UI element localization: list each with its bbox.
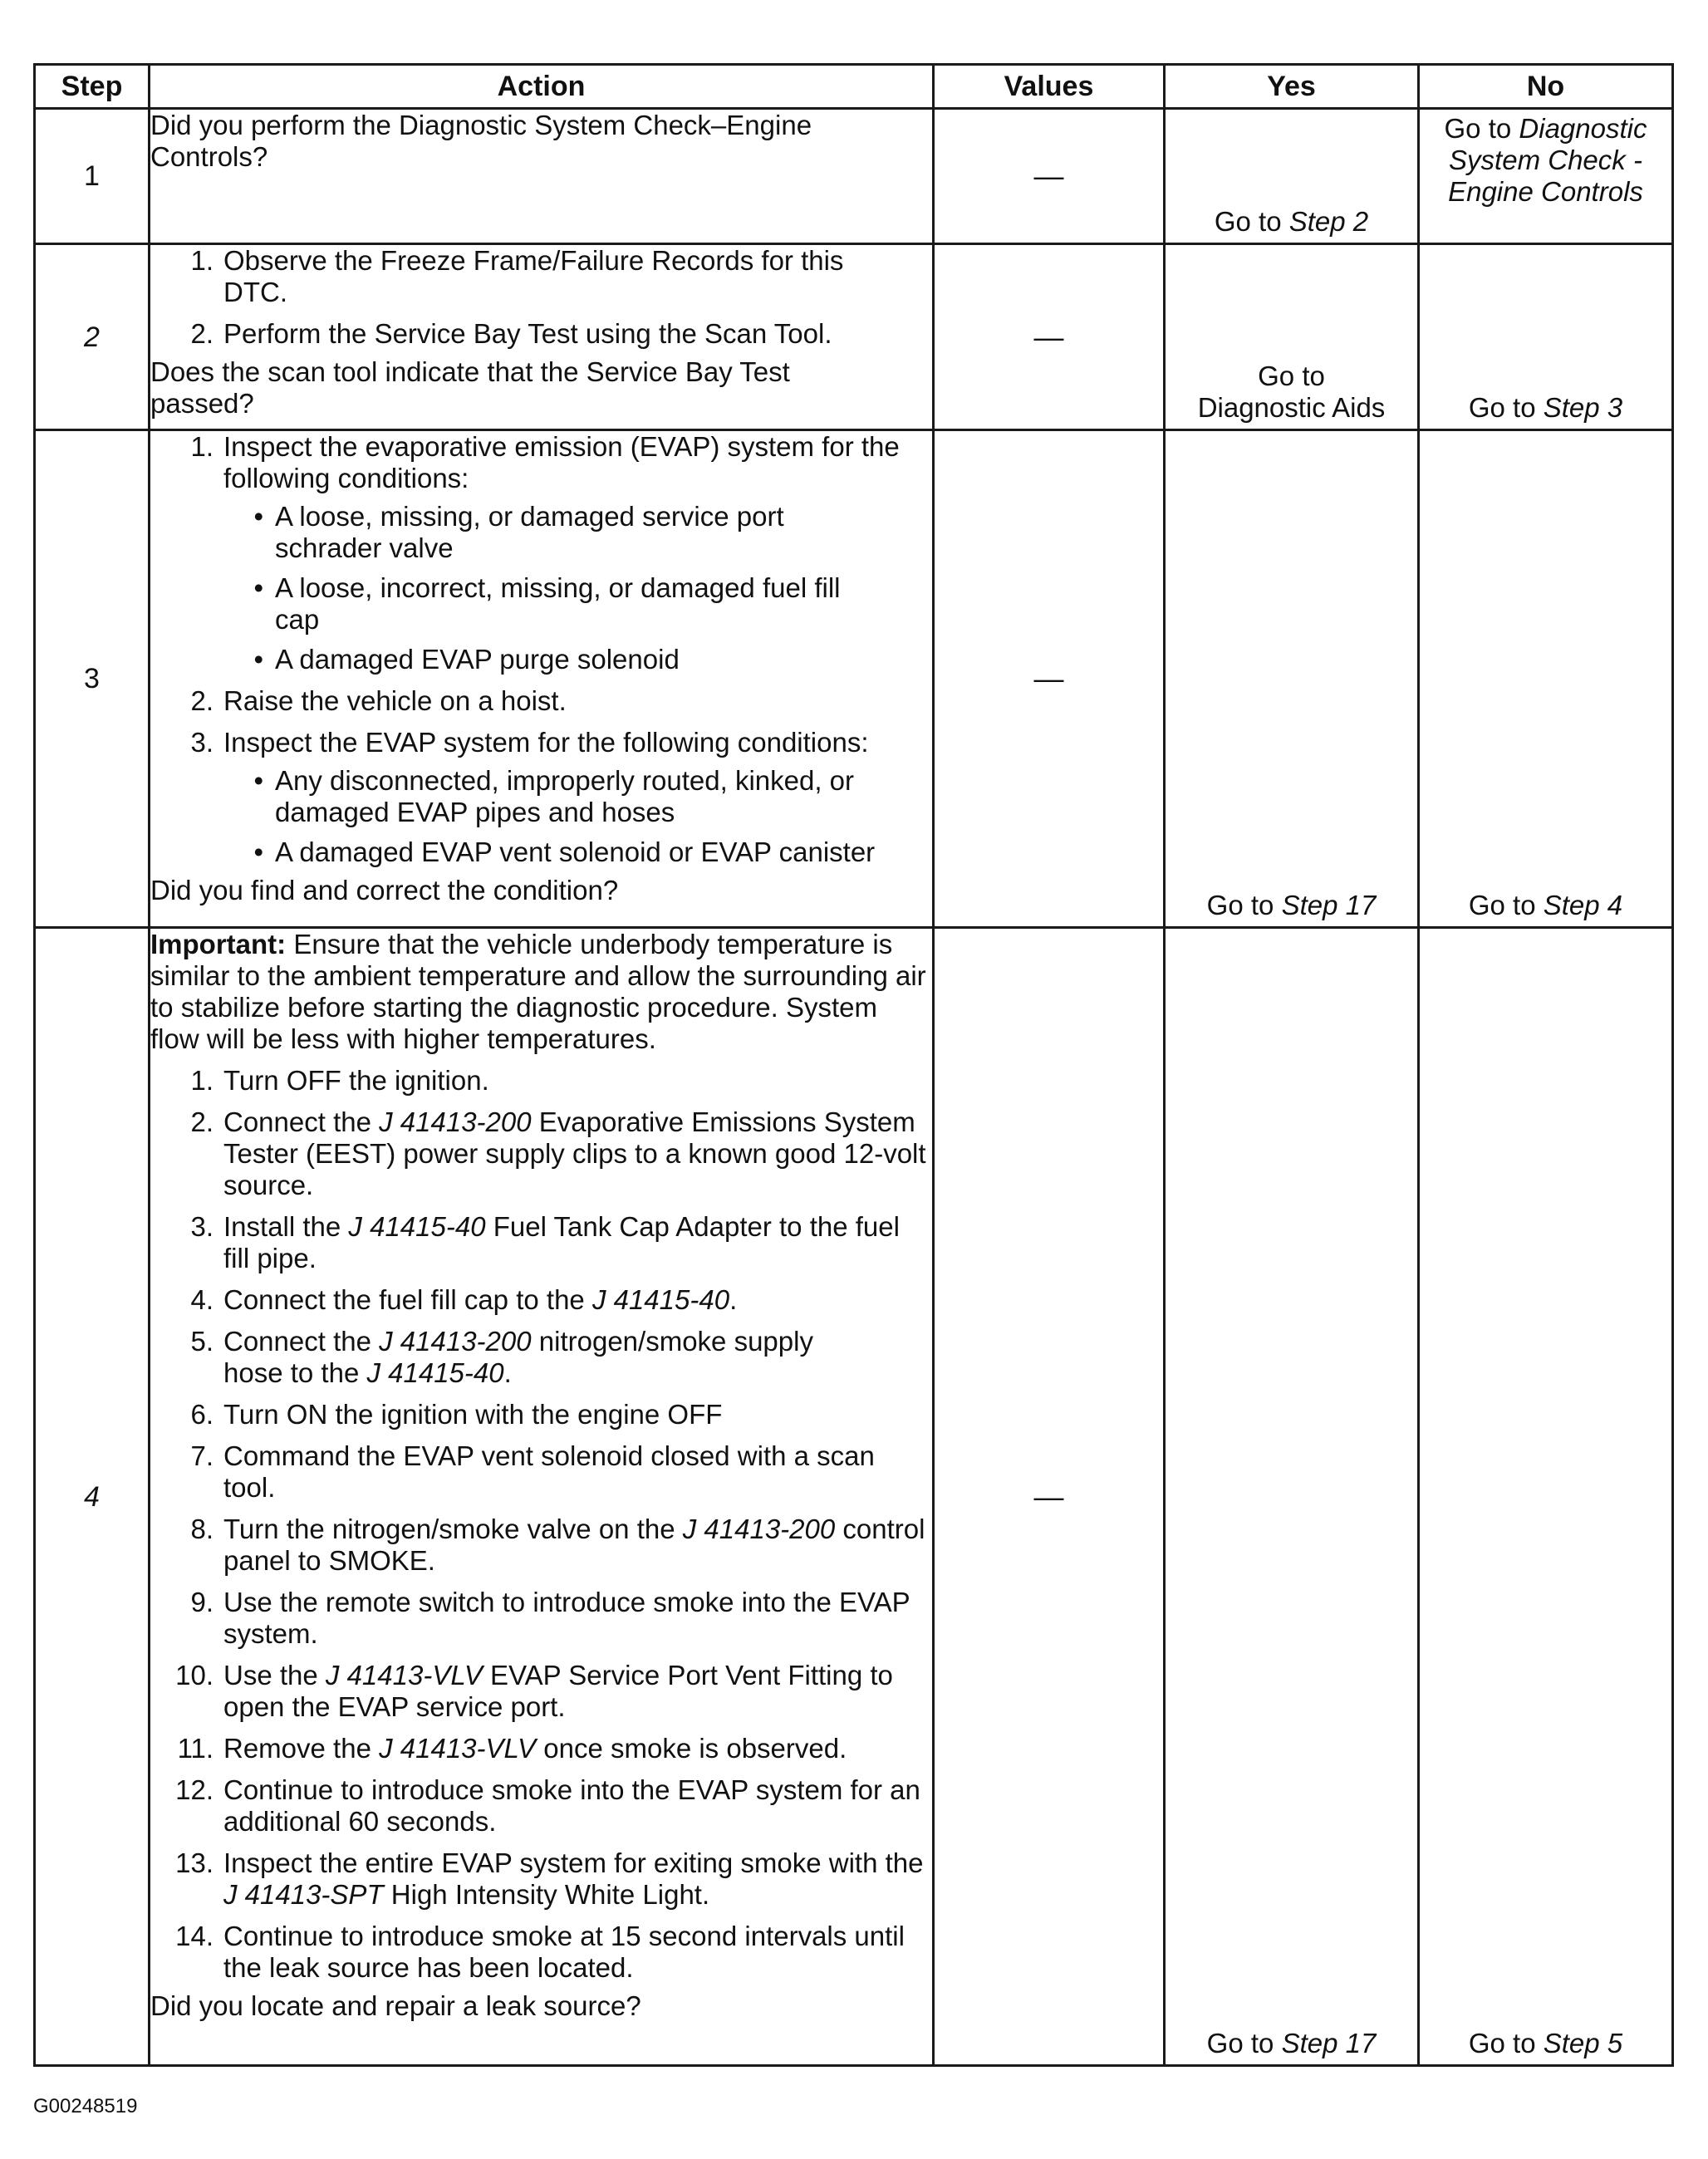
substep-list xyxy=(150,431,932,868)
list-item: 3. Install the J 41415-40 Fuel Tank Cap Adapter to the fuel fill pipe. xyxy=(190,1211,900,1273)
list-item: 11. Remove the J 41413-VLV once smoke is observed. xyxy=(177,1733,847,1764)
step-number: 4 xyxy=(35,928,150,2066)
figure-id: G00248519 xyxy=(33,2095,138,2117)
list-item: 3. Inspect the EVAP system for the following conditions: • Any disconnected, improperly routed, kinked, or damaged EVAP pipes and hoses • A damaged EVAP vent solenoid or EVAP canister xyxy=(150,727,932,868)
no-cell xyxy=(1419,109,1673,244)
yes-link[interactable]: Go to Diagnostic Aids xyxy=(1197,361,1386,423)
header-action: Action xyxy=(150,65,934,109)
header-row xyxy=(35,65,1673,109)
table-row-step-4 xyxy=(35,928,1673,2066)
yes-cell xyxy=(1165,109,1419,244)
list-item: 12. Continue to introduce smoke into the EVAP system for an additional 60 seconds. xyxy=(175,1774,920,1837)
list-item: 13. Inspect the entire EVAP system for exiting smoke with the J 41413-SPT High Intensity White Light. xyxy=(175,1847,924,1910)
list-item: 8. Turn the nitrogen/smoke valve on the J 41413-200 control panel to SMOKE. xyxy=(190,1514,925,1576)
bullet-item: • A loose, missing, or damaged service port schrader valve xyxy=(253,501,784,563)
yes-link[interactable]: Go to Step 2 xyxy=(1214,206,1369,237)
bullet-item: • A loose, incorrect, missing, or damaged fuel fill cap xyxy=(253,572,841,635)
question-text: Did you locate and repair a leak source? xyxy=(150,1990,641,2021)
yes-link[interactable]: Go to Step 17 xyxy=(1206,2028,1377,2058)
values-cell: — xyxy=(934,928,1165,2066)
header-values: Values xyxy=(934,65,1165,109)
step-number: 2 xyxy=(35,244,150,430)
no-link[interactable]: Go to Step 3 xyxy=(1468,392,1623,423)
substep-list xyxy=(150,245,932,350)
list-item: 5. Connect the J 41413-200 nitrogen/smoke supply hose to the J 41415-40. xyxy=(190,1326,813,1388)
header-step: Step xyxy=(35,65,150,109)
substep-list xyxy=(150,1065,932,1984)
values-cell: — xyxy=(934,244,1165,430)
values-cell: — xyxy=(934,430,1165,928)
yes-cell xyxy=(1165,928,1419,2066)
yes-cell xyxy=(1165,430,1419,928)
list-item: 1. Turn OFF the ignition. xyxy=(190,1065,489,1096)
yes-link[interactable]: Go to Step 17 xyxy=(1206,890,1377,920)
question-text: Does the scan tool indicate that the Service Bay Test passed? xyxy=(150,356,790,419)
list-item: 4. Connect the fuel fill cap to the J 41415-40. xyxy=(190,1284,738,1315)
action-cell xyxy=(150,928,934,2066)
question-text: Did you perform the Diagnostic System Check–Engine Controls? xyxy=(150,110,812,172)
important-note: Important: Ensure that the vehicle underbody temperature is similar to the ambient temperature and allow the surrounding air to stabilize before starting the diagnostic procedure. System flow will be less with higher temperatures. xyxy=(150,929,926,1054)
bullet-list xyxy=(223,765,932,868)
bullet-item: • A damaged EVAP purge solenoid xyxy=(253,644,680,675)
header-no: No xyxy=(1419,65,1673,109)
list-item: 2. Connect the J 41413-200 Evaporative Emissions System Tester (EEST) power supply clips to a known good 12-volt source. xyxy=(190,1106,926,1200)
question-text: Did you find and correct the condition? xyxy=(150,875,619,905)
table-row-step-3 xyxy=(35,430,1673,928)
list-item: 7. Command the EVAP vent solenoid closed with a scan tool. xyxy=(190,1440,875,1503)
list-item: 1. Inspect the evaporative emission (EVAP) system for the following conditions: • A loose, missing, or damaged service port schrader valve • A loose, incorrect, missing, or damaged fuel fill cap • A damaged EVAP purge solenoid xyxy=(150,431,932,675)
no-link[interactable]: Go to Step 4 xyxy=(1468,890,1623,920)
list-item: 2. Perform the Service Bay Test using the Scan Tool. xyxy=(190,318,832,349)
list-item: 14. Continue to introduce smoke at 15 second intervals until the leak source has been located. xyxy=(175,1921,905,1983)
no-cell xyxy=(1419,430,1673,928)
list-item: 2. Raise the vehicle on a hoist. xyxy=(190,685,567,716)
step-number: 3 xyxy=(35,430,150,928)
values-cell: — xyxy=(934,109,1165,244)
yes-cell xyxy=(1165,244,1419,430)
bullet-item: • A damaged EVAP vent solenoid or EVAP canister xyxy=(253,837,876,867)
bullet-list xyxy=(223,501,932,675)
step-number: 1 xyxy=(35,109,150,244)
action-cell xyxy=(150,244,934,430)
no-cell xyxy=(1419,244,1673,430)
no-cell xyxy=(1419,928,1673,2066)
action-cell xyxy=(150,430,934,928)
no-link[interactable]: Go to Diagnostic System Check - Engine Controls xyxy=(1444,113,1647,207)
list-item: 6. Turn ON the ignition with the engine OFF xyxy=(190,1399,723,1430)
list-item: 10. Use the J 41413-VLV EVAP Service Port Vent Fitting to open the EVAP service port. xyxy=(175,1660,893,1722)
table-row-step-2 xyxy=(35,244,1673,430)
diagnostic-table xyxy=(33,63,1674,2067)
table-row-step-1 xyxy=(35,109,1673,244)
no-link[interactable]: Go to Step 5 xyxy=(1468,2028,1623,2058)
header-yes: Yes xyxy=(1165,65,1419,109)
action-cell xyxy=(150,109,934,244)
list-item: 9. Use the remote switch to introduce smoke into the EVAP system. xyxy=(190,1587,910,1649)
list-item: 1. Observe the Freeze Frame/Failure Records for this DTC. xyxy=(190,245,844,307)
bullet-item: • Any disconnected, improperly routed, kinked, or damaged EVAP pipes and hoses xyxy=(253,765,855,827)
